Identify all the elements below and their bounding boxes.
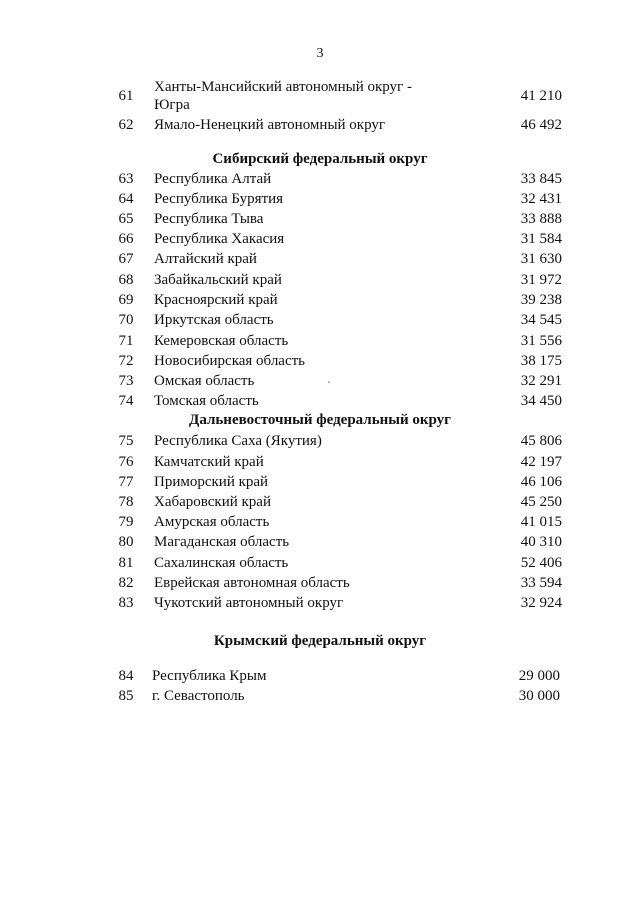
row-value: 34 450 <box>520 393 562 409</box>
row-number: 79 <box>118 514 134 530</box>
region-name: Алтайский край <box>154 251 257 267</box>
region-name: Республика Крым <box>152 668 267 684</box>
region-name: Томская область <box>154 393 259 409</box>
row-value: 33 845 <box>520 171 562 187</box>
region-name: Ханты-Мансийский автономный округ - Югра <box>154 79 412 113</box>
row-number: 69 <box>118 292 134 308</box>
row-value: 32 431 <box>520 191 562 207</box>
row-value: 39 238 <box>520 292 562 308</box>
row-number: 83 <box>118 595 134 611</box>
row-value: 31 630 <box>520 251 562 267</box>
row-number: 76 <box>118 454 134 470</box>
region-name: Республика Тыва <box>154 211 264 227</box>
region-name: Камчатский край <box>154 454 264 470</box>
row-number: 73 <box>118 373 134 389</box>
region-name: Омская область <box>154 373 255 389</box>
region-name: Магаданская область <box>154 534 290 550</box>
region-name: Красноярский край <box>154 292 278 308</box>
row-number: 80 <box>118 534 134 550</box>
row-number: 68 <box>118 272 134 288</box>
row-number: 72 <box>118 353 134 369</box>
row-number: 67 <box>118 251 134 267</box>
row-value: 32 924 <box>520 595 562 611</box>
row-value: 30 000 <box>518 688 560 704</box>
region-name: Забайкальский край <box>154 272 282 288</box>
region-name: Республика Хакасия <box>154 231 285 247</box>
row-value: 31 972 <box>520 272 562 288</box>
row-number: 84 <box>118 668 134 684</box>
region-name: Еврейская автономная область <box>154 575 350 591</box>
row-number: 77 <box>118 474 134 490</box>
row-number: 81 <box>118 555 134 571</box>
row-value: 32 291 <box>520 373 562 389</box>
region-name: Ямало-Ненецкий автономный округ <box>154 117 386 133</box>
region-name: Кемеровская область <box>154 333 289 349</box>
row-number: 64 <box>118 191 134 207</box>
section-heading-far-eastern: Дальневосточный федеральный округ <box>189 412 451 428</box>
section-heading-siberian: Сибирский федеральный округ <box>212 151 428 167</box>
row-number: 65 <box>118 211 134 227</box>
row-value: 42 197 <box>520 454 562 470</box>
region-name: г. Севастополь <box>152 688 245 704</box>
row-value: 45 806 <box>520 433 562 449</box>
region-name: Республика Алтай <box>154 171 272 187</box>
row-value: 33 594 <box>520 575 562 591</box>
row-value: 46 106 <box>520 474 562 490</box>
region-name: Чукотский автономный округ <box>154 595 344 611</box>
row-value: 41 015 <box>520 514 562 530</box>
row-number: 66 <box>118 231 134 247</box>
region-name: Иркутская область <box>154 312 274 328</box>
region-name: Сахалинская область <box>154 555 289 571</box>
row-number: 62 <box>118 117 134 133</box>
scan-speck <box>328 381 330 383</box>
row-value: 29 000 <box>518 668 560 684</box>
row-value: 40 310 <box>520 534 562 550</box>
region-name: Приморский край <box>154 474 269 490</box>
row-number: 70 <box>118 312 134 328</box>
row-value: 46 492 <box>520 117 562 133</box>
region-name: Амурская область <box>154 514 270 530</box>
row-number: 61 <box>118 88 134 104</box>
row-value: 38 175 <box>520 353 562 369</box>
region-name: Республика Саха (Якутия) <box>154 433 322 449</box>
region-name: Республика Бурятия <box>154 191 284 207</box>
section-heading-crimean: Крымский федеральный округ <box>213 633 427 649</box>
row-number: 82 <box>118 575 134 591</box>
row-value: 52 406 <box>520 555 562 571</box>
row-number: 75 <box>118 433 134 449</box>
region-name: Хабаровский край <box>154 494 271 510</box>
row-value: 31 556 <box>520 333 562 349</box>
row-value: 41 210 <box>520 88 562 104</box>
row-value: 34 545 <box>520 312 562 328</box>
row-number: 78 <box>118 494 134 510</box>
row-number: 74 <box>118 393 134 409</box>
row-value: 45 250 <box>520 494 562 510</box>
region-name: Новосибирская область <box>154 353 306 369</box>
row-value: 31 584 <box>520 231 562 247</box>
page-number: 3 <box>316 46 324 61</box>
row-number: 85 <box>118 688 134 704</box>
row-number: 63 <box>118 171 134 187</box>
row-number: 71 <box>118 333 134 349</box>
row-value: 33 888 <box>520 211 562 227</box>
